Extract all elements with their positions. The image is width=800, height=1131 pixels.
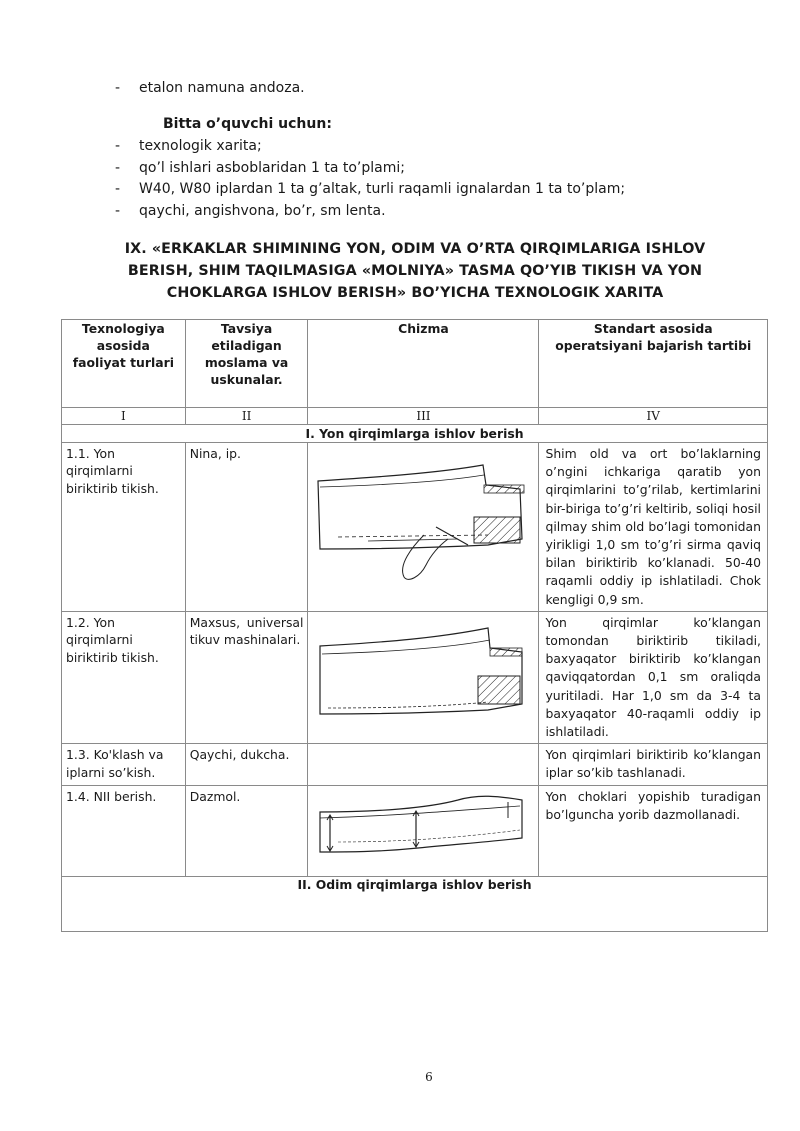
col-number: I bbox=[62, 408, 186, 425]
title-line: CHOKLARGA ISHLOV BERISH» BO’YICHA TEXNOLOGIK XARITA bbox=[166, 285, 664, 301]
drawing-cell bbox=[308, 443, 539, 612]
list-item: - texnologik xarita; bbox=[113, 136, 753, 158]
pressing-drawing bbox=[308, 786, 538, 872]
seam-hand-stitch-drawing bbox=[308, 443, 538, 603]
subheading: Bitta o’quvchi uchun: bbox=[163, 116, 332, 132]
col-number: II bbox=[185, 408, 308, 425]
col-number: III bbox=[308, 408, 539, 425]
table-row bbox=[62, 611, 768, 743]
page-number: 6 bbox=[425, 1070, 433, 1084]
drawing-cell bbox=[308, 744, 539, 785]
tools-cell: Maxsus, universal tikuv mashinalari. bbox=[185, 611, 308, 743]
title-line: IX. «ERKAKLAR SHIMINING YON, ODIM VA O’RTA QIRQIMLARIGA ISHLOV bbox=[124, 241, 706, 257]
page-title bbox=[90, 238, 740, 304]
column-number-row bbox=[62, 408, 768, 425]
title-line: BERISH, SHIM TAQILMASIGA «MOLNIYA» TASMA QO’YIB TIKISH VA YON bbox=[127, 263, 703, 279]
tools-cell: Qaychi, dukcha. bbox=[185, 744, 308, 785]
drawing-cell bbox=[308, 785, 539, 876]
header-cell: Texnologiya asosida faoliyat turlari bbox=[62, 320, 186, 408]
step-cell: 1.1. Yon qirqimlarni biriktirib tikish. bbox=[62, 443, 186, 612]
table-row bbox=[62, 744, 768, 785]
section-title: II. Odim qirqimlarga ishlov berish bbox=[62, 876, 768, 931]
header-row bbox=[62, 320, 768, 408]
materials-list bbox=[113, 78, 733, 100]
list-item: - qo’l ishlari asboblaridan 1 ta to’plami; bbox=[113, 158, 753, 180]
list-item: - W40, W80 iplardan 1 ta g’altak, turli raqamli ignalardan 1 ta to’plam; bbox=[113, 179, 753, 201]
col-number: IV bbox=[539, 408, 768, 425]
seam-machine-stitch-drawing bbox=[308, 612, 538, 736]
student-materials-list bbox=[113, 136, 753, 222]
step-cell: 1.2. Yon qirqimlarni biriktirib tikish. bbox=[62, 611, 186, 743]
description-cell: Yon choklari yopishib turadigan bo’lguncha yorib dazmollanadi. bbox=[539, 785, 768, 876]
header-cell: Tavsiya etiladigan moslama va uskunalar. bbox=[185, 320, 308, 408]
table-row bbox=[62, 443, 768, 612]
step-cell: 1.3. Ko'klash va iplarni so’kish. bbox=[62, 744, 186, 785]
step-cell: 1.4. NII berish. bbox=[62, 785, 186, 876]
description-cell: Shim old va ort bo’laklarning o’ngini ichkariga qaratib yon qirqimlarini to’g’rilab, kertimlarini bir-biriga to’g’ri keltirib, soliqi hosil qilmay shim old bo’lagi tomonidan yirikligi 1,0 sm to’g’ri sirma qaviq bilan biriktirib ko’klanadi. 50-40 raqamli oddiy ip ishlatiladi. Chok kengligi 0,9 sm. bbox=[539, 443, 768, 612]
list-item: - etalon namuna andoza. bbox=[113, 78, 733, 100]
header-cell: Chizma bbox=[308, 320, 539, 408]
table-row bbox=[62, 785, 768, 876]
drawing-cell bbox=[308, 611, 539, 743]
section-row bbox=[62, 876, 768, 931]
technology-map-table bbox=[61, 319, 768, 932]
description-cell: Yon qirqimlar ko’klangan tomondan biriktirib tikiladi, baxyaqator biriktirib ko’klangan qaviqqatordan 0,1 sm oraliqda yuritiladi. Har 1,0 sm da 3-4 ta baxyaqator 40-raqamli oddiy ip ishlatiladi. bbox=[539, 611, 768, 743]
description-cell: Yon qirqimlari biriktirib ko’klangan iplar so’kib tashlanadi. bbox=[539, 744, 768, 785]
header-cell: Standart asosida operatsiyani bajarish tartibi bbox=[539, 320, 768, 408]
section-row bbox=[62, 425, 768, 443]
section-title: I. Yon qirqimlarga ishlov berish bbox=[62, 425, 768, 443]
tools-cell: Dazmol. bbox=[185, 785, 308, 876]
tools-cell: Nina, ip. bbox=[185, 443, 308, 612]
list-item: - qaychi, angishvona, bo’r, sm lenta. bbox=[113, 201, 753, 223]
